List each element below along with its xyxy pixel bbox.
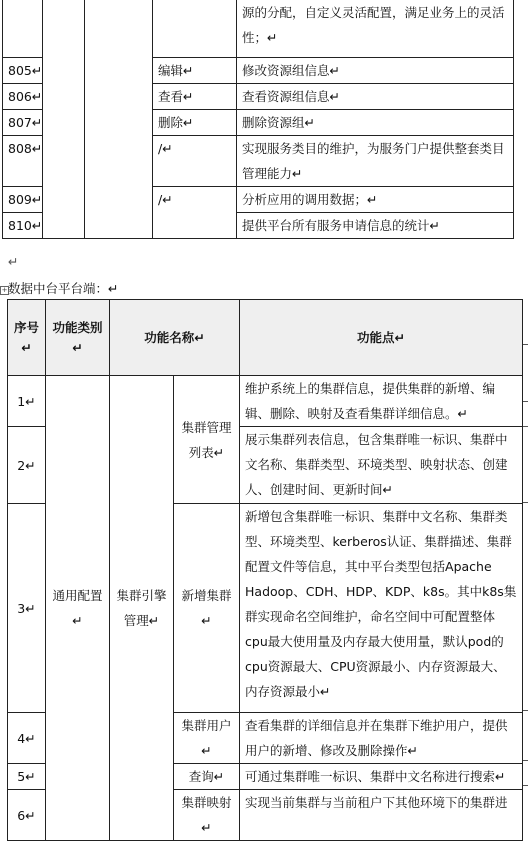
header-points: 功能点↵	[240, 300, 523, 376]
row-number: 3↵	[8, 504, 46, 713]
row-end-marker	[523, 426, 528, 427]
table-anchor-icon[interactable]: +	[1, 286, 8, 294]
row-end-marker	[523, 710, 528, 711]
feature-table	[7, 299, 523, 841]
description-cell: 查看资源组信息↵	[237, 84, 514, 110]
header-category: 功能类别↵	[46, 300, 110, 376]
function-point-cell: 实现当前集群与当前租户下其他环境下的集群进	[240, 790, 523, 841]
action-cell: /↵	[153, 187, 237, 239]
description-cell: 分析应用的调用数据；↵	[237, 187, 514, 213]
description-cell: 删除资源组↵	[237, 110, 514, 136]
sub-function-cell: 查询↵	[174, 764, 240, 790]
description-cell: 实现服务类目的维护，为服务门户提供整套类目管理能力↵	[237, 136, 514, 187]
function-point-cell: 维护系统上的集群信息，提供集群的新增、编辑、删除、映射及查看集群详细信息。↵	[240, 376, 523, 427]
row-end-marker	[523, 344, 528, 345]
row-end-marker	[523, 502, 528, 503]
row-number: 809↵	[3, 187, 43, 213]
function-point-cell: 可通过集群唯一标识、集群中文名称进行搜索↵	[240, 764, 523, 790]
description-cell: 提供平台所有服务申请信息的统计↵	[237, 213, 514, 239]
row-number: 805↵	[3, 58, 43, 84]
header-num: 序号↵	[8, 300, 46, 376]
row-number: 806↵	[3, 84, 43, 110]
action-cell	[153, 0, 237, 58]
row-end-marker	[523, 401, 528, 402]
sub-function-cell: 集群用户↵	[174, 713, 240, 764]
row-number: 6↵	[8, 790, 46, 841]
sub-function-cell: 集群管理列表↵	[174, 376, 240, 504]
empty-paragraph: ↵	[8, 254, 19, 269]
row-number: 2↵	[8, 427, 46, 504]
group-cell: 集群引擎管理↵	[110, 376, 174, 841]
table-header-row	[8, 300, 523, 376]
row-number: 808↵	[3, 136, 43, 187]
action-cell: 查看↵	[153, 84, 237, 110]
description-cell: 修改资源组信息↵	[237, 58, 514, 84]
table-row	[3, 0, 514, 58]
action-cell: /↵	[153, 136, 237, 187]
category-cell: 通用配置↵	[46, 376, 110, 841]
row-end-marker	[523, 785, 528, 786]
header-name: 功能名称↵	[110, 300, 240, 376]
resource-table	[2, 0, 514, 239]
function-point-cell: 展示集群列表信息，包含集群唯一标识、集群中文名称、集群类型、环境类型、映射状态、创建人、创建时间、更新时间↵	[240, 427, 523, 504]
sub-function-cell: 新增集群↵	[174, 504, 240, 713]
row-number: 5↵	[8, 764, 46, 790]
description-cell: 源的分配，自定义灵活配置，满足业务上的灵活性；↵	[237, 0, 514, 58]
function-point-cell: 新增包含集群唯一标识、集群中文名称、集群类型、环境类型、kerberos认证、集群描述、集群配置文件等信息，其中平台类型包括Apache Hadoop、CDH、HDP、KDP、k8s。其中k8s集群实现命名空间维护，命名空间中可配置整体cpu最大使用量及内存最大使用量，默认pod的cpu资源最大、CPU资源最小、内存资源最大、内存资源最小↵	[240, 504, 523, 713]
row-number: 810↵	[3, 213, 43, 239]
section-title: 数据中台平台端：↵	[8, 281, 119, 296]
table-row	[8, 376, 523, 427]
function-point-cell: 查看集群的详细信息并在集群下维护用户，提供用户的新增、修改及删除操作↵	[240, 713, 523, 764]
sub-function-cell: 集群映射↵	[174, 790, 240, 841]
row-number	[3, 0, 43, 58]
row-number: 1↵	[8, 376, 46, 427]
empty-cell	[85, 0, 153, 239]
row-number: 4↵	[8, 713, 46, 764]
row-end-marker	[523, 760, 528, 761]
empty-cell	[43, 0, 85, 239]
action-cell: 编辑↵	[153, 58, 237, 84]
action-cell: 删除↵	[153, 110, 237, 136]
row-number: 807↵	[3, 110, 43, 136]
